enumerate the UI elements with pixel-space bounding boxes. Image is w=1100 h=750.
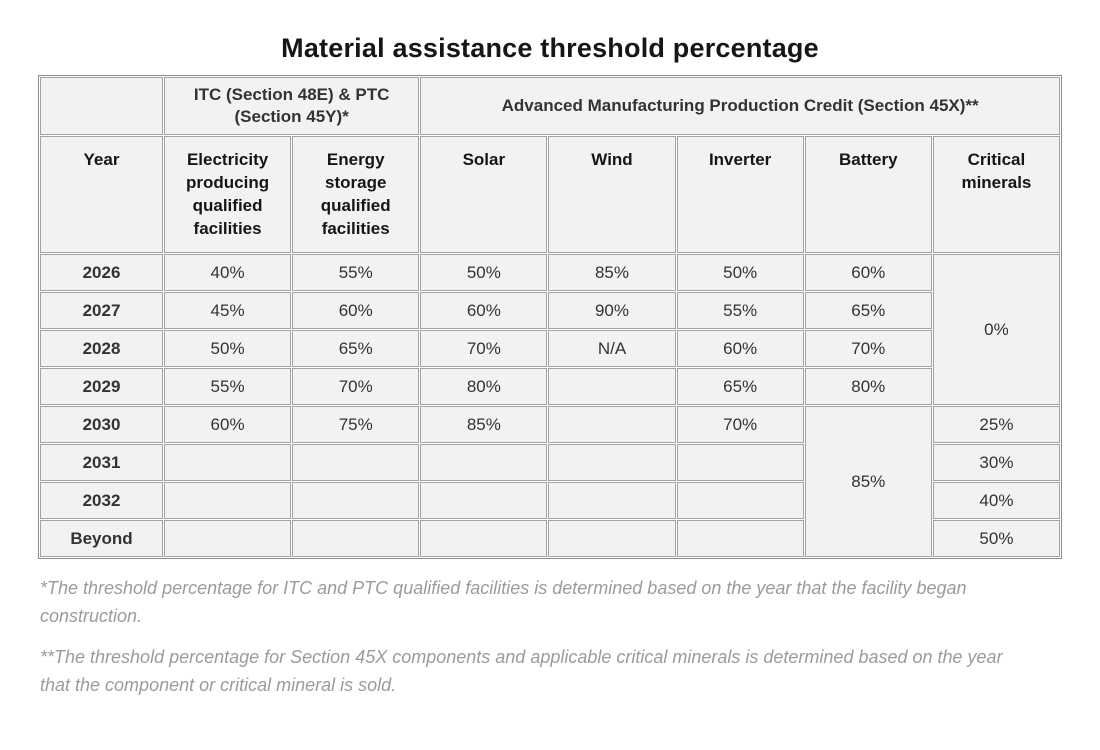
footnotes xyxy=(40,575,1100,700)
value-cell: 60% xyxy=(420,292,547,329)
column-header-solar: Solar xyxy=(420,136,547,253)
value-cell: 75% xyxy=(292,406,419,443)
value-cell: 55% xyxy=(677,292,804,329)
column-header-year: Year xyxy=(40,136,163,253)
value-cell xyxy=(420,444,547,481)
merged-critical-minerals-cell: 0% xyxy=(933,254,1060,405)
value-cell: 70% xyxy=(805,330,932,367)
value-cell xyxy=(548,368,675,405)
value-cell: 50% xyxy=(420,254,547,291)
footnote-itc-ptc: *The threshold percentage for ITC and PTC qualified facilities is determined based on the year that the facility began construction. xyxy=(40,578,967,626)
year-cell: Beyond xyxy=(40,520,163,557)
value-cell xyxy=(548,444,675,481)
column-header-row xyxy=(40,136,1060,253)
group-header-row xyxy=(40,77,1060,135)
value-cell xyxy=(292,482,419,519)
footnote-45x: **The threshold percentage for Section 45X components and applicable critical minerals is determined based on the year that the component or critical mineral is sold. xyxy=(40,646,1003,695)
value-cell: 65% xyxy=(805,292,932,329)
value-cell xyxy=(292,520,419,557)
column-header-critical-minerals: Critical minerals xyxy=(933,136,1060,253)
value-cell xyxy=(164,520,291,557)
value-cell xyxy=(548,482,675,519)
value-cell: 70% xyxy=(292,368,419,405)
value-cell: 70% xyxy=(420,330,547,367)
value-cell: 90% xyxy=(548,292,675,329)
value-cell xyxy=(164,444,291,481)
value-cell: 65% xyxy=(677,368,804,405)
value-cell: 45% xyxy=(164,292,291,329)
value-cell: 25% xyxy=(933,406,1060,443)
value-cell: 55% xyxy=(292,254,419,291)
value-cell: 60% xyxy=(164,406,291,443)
table-row-2026 xyxy=(40,254,1060,291)
value-cell: 80% xyxy=(805,368,932,405)
table-row-2028 xyxy=(40,330,1060,367)
value-cell: 40% xyxy=(164,254,291,291)
threshold-table xyxy=(38,75,1062,559)
group-header-itc-ptc: ITC (Section 48E) & PTC (Section 45Y)* xyxy=(164,77,419,135)
value-cell xyxy=(677,444,804,481)
year-cell: 2027 xyxy=(40,292,163,329)
threshold-table-container xyxy=(38,75,1062,559)
value-cell xyxy=(548,406,675,443)
value-cell xyxy=(292,444,419,481)
year-cell: 2031 xyxy=(40,444,163,481)
value-cell: 65% xyxy=(292,330,419,367)
value-cell xyxy=(677,520,804,557)
column-header-inverter: Inverter xyxy=(677,136,804,253)
table-row-2030 xyxy=(40,406,1060,443)
page-title: Material assistance threshold percentage xyxy=(281,33,819,63)
year-cell: 2029 xyxy=(40,368,163,405)
merged-battery-cell: 85% xyxy=(805,406,932,557)
value-cell: N/A xyxy=(548,330,675,367)
value-cell: 60% xyxy=(805,254,932,291)
value-cell: 80% xyxy=(420,368,547,405)
column-header-storage: Energy storage qualified facilities xyxy=(292,136,419,253)
value-cell: 55% xyxy=(164,368,291,405)
value-cell xyxy=(420,482,547,519)
value-cell xyxy=(164,482,291,519)
value-cell xyxy=(677,482,804,519)
value-cell: 30% xyxy=(933,444,1060,481)
column-header-wind: Wind xyxy=(548,136,675,253)
year-cell: 2026 xyxy=(40,254,163,291)
table-row-2029 xyxy=(40,368,1060,405)
year-cell: 2032 xyxy=(40,482,163,519)
column-header-electricity: Electricity producing qualified facilities xyxy=(164,136,291,253)
value-cell: 50% xyxy=(933,520,1060,557)
value-cell: 60% xyxy=(677,330,804,367)
value-cell: 60% xyxy=(292,292,419,329)
value-cell: 50% xyxy=(677,254,804,291)
value-cell: 85% xyxy=(548,254,675,291)
value-cell xyxy=(420,520,547,557)
column-header-battery: Battery xyxy=(805,136,932,253)
value-cell: 85% xyxy=(420,406,547,443)
group-header-ampc: Advanced Manufacturing Production Credit (Section 45X)** xyxy=(420,77,1060,135)
value-cell: 50% xyxy=(164,330,291,367)
group-header-empty-cell xyxy=(40,77,163,135)
table-row-2027 xyxy=(40,292,1060,329)
value-cell: 40% xyxy=(933,482,1060,519)
value-cell: 70% xyxy=(677,406,804,443)
year-cell: 2030 xyxy=(40,406,163,443)
value-cell xyxy=(548,520,675,557)
year-cell: 2028 xyxy=(40,330,163,367)
